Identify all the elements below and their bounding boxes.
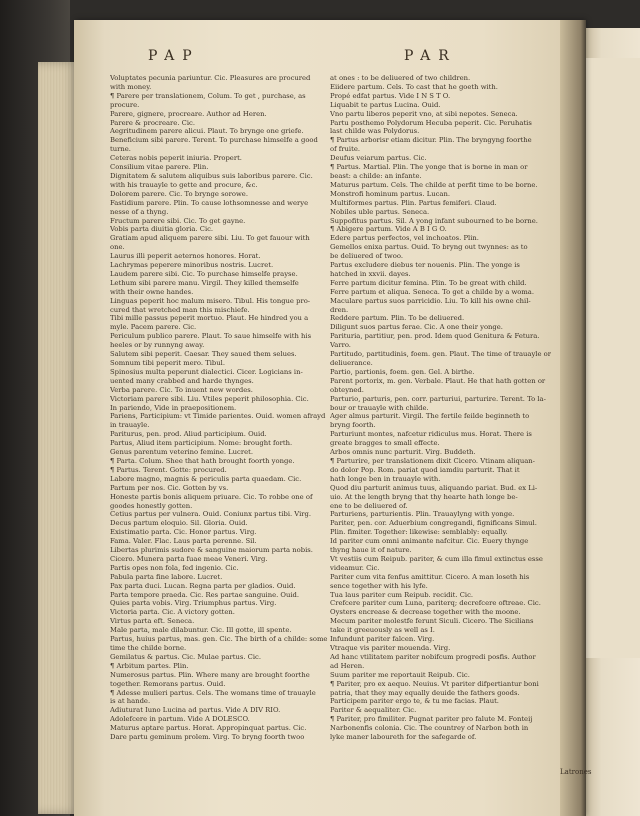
- text-line: ¶ Parere per translationem, Colum. To get , purchase, as: [110, 91, 306, 100]
- text-line: Partis opes non fola, fed ingenio. Cic.: [110, 563, 239, 572]
- text-line: ene to be deliuered of.: [330, 501, 408, 510]
- text-line: Fructum parere sibi. Cic. To get gayne.: [110, 216, 246, 225]
- text-line: Deufus veiarum partus. Cic.: [330, 154, 427, 163]
- text-line: Gemellos enixa partus. Ouid. To bryng out twynnes: as to: [330, 243, 528, 252]
- text-line: Oysters encrease & decrease together with the moone.: [330, 608, 521, 617]
- text-line: Liquabit te partus Lucina. Ouid.: [330, 100, 441, 109]
- text-line: be deliuered of twoo.: [330, 252, 403, 261]
- text-line: Parturiunt montes, nafcetur ridiculus mus. Horat. There is: [330, 430, 532, 439]
- text-line: Pariens, Participium: vt Timide parientes. Ouid. women afrayd: [110, 412, 326, 421]
- text-line: Vtraque vis pariter mouenda. Virg.: [330, 644, 451, 652]
- text-line: Periculum publico parere. Plaut. To saue himselfe with his: [110, 332, 312, 341]
- text-line: Varro.: [330, 341, 351, 350]
- text-line: ¶ Abigere partum. Vide A B I G O.: [330, 225, 447, 234]
- text-line: Vt vestiis cum Reipub. pariter, & cum illa fimul extinctus esse: [330, 554, 543, 563]
- text-line: Existimatio parta. Cic. Honor partus. Virg.: [110, 528, 257, 537]
- text-line: Spinosius multa peperunt dialectici. Cicer. Logicians in-: [110, 367, 303, 376]
- text-line: Partus, Aliud item participium. Nome: brought forth.: [110, 439, 293, 448]
- text-line: ¶ Partus. Terent. Gotte: procured.: [110, 465, 227, 474]
- text-line: beast: a childe: an infante.: [330, 171, 422, 180]
- text-line: Partitudo, partitudinis, foem. gen. Plaut. The time of trauayle or: [330, 350, 551, 359]
- text-line: Parta tempore praeda. Cic. Res partae sanguine. Ouid.: [110, 590, 300, 599]
- text-line: dren.: [330, 305, 349, 314]
- text-line: Parere & procreare. Cic.: [110, 118, 195, 127]
- text-line: sence together with his lyfe.: [330, 581, 428, 590]
- text-line: Consilium vitae parere. Plin.: [110, 163, 209, 172]
- text-line: with his trauayle to gette and procure, &c.: [110, 180, 258, 189]
- text-line: ¶ Parturire, per translationem dixit Cicero. Vtinam aliquan-: [330, 456, 535, 465]
- text-line: take it greeuously as well as I.: [330, 626, 435, 635]
- text-line: Narbonenfis colonia. Cic. The countrey of Narbon both in: [330, 724, 529, 733]
- text-line: do dolor Pop. Rom. pariat quod iamdiu parturit. That it: [330, 465, 520, 474]
- text-line: Vobis parta diuitia gloria. Cic.: [110, 225, 214, 234]
- text-line: Partus, huius partus, mas. gen. Cic. The birth of a childe: some: [110, 635, 328, 644]
- text-line: uented many crabbed and harde thynges.: [110, 376, 254, 385]
- running-head-right: PAR: [404, 48, 457, 64]
- text-line: Pariturus, pen. prod. Aliud participium. Ouid.: [110, 430, 267, 439]
- text-line: uio. At the length bryng that thy hearte hath longe be-: [330, 492, 518, 501]
- text-line: Virtus parta eft. Seneca.: [110, 617, 195, 626]
- text-line: Libertas plurimis sudore & sanguine maiorum parta nobis.: [110, 546, 313, 555]
- text-line: ¶ Parta. Colum. Shee that hath brought foorth yonge.: [110, 456, 295, 465]
- text-line: Somnum tibi peperit mero. Tibul.: [110, 359, 225, 367]
- text-line: Diligunt suos partus ferae. Cic. A one their yonge.: [330, 323, 503, 332]
- text-line: Maturus aptare partus. Horat. Appropinquat partus. Cic.: [110, 724, 307, 733]
- text-line: Gemilatus & partus. Cic. Mulae partus. Cic.: [110, 652, 261, 661]
- text-line: patria, that they may equally deuide the fathers goods.: [330, 688, 520, 697]
- text-line: in trauayle.: [110, 421, 150, 430]
- text-line: Male parta, male dilabuntur. Cic. Ill gotte, ill spente.: [110, 626, 292, 635]
- text-line: heeles or by runnyng away.: [110, 341, 205, 350]
- text-line: lyke maner laboureth for the safegarde of.: [330, 733, 477, 742]
- text-line: Fama. Valer. Flac. Laus parta perenne. Sil.: [110, 537, 257, 546]
- text-line: Pariter cum vita fenfus amittitur. Cicero. A man loseth his: [330, 572, 530, 581]
- text-line: Voluptates pecunia pariuntur. Cic. Pleasures are procured: [110, 74, 311, 82]
- text-line: Monstrofi hominum partus. Lucan.: [330, 189, 450, 198]
- text-line: Ferre partum dicitur femina. Plin. To be great with child.: [330, 278, 527, 287]
- text-line: Tibi mille passus peperit mortuo. Plaut. He hindred you a: [110, 314, 309, 323]
- text-line: Lethum sibi parere manu. Virgil. They killed themselfe: [110, 278, 299, 287]
- text-line: videamur. Cic.: [330, 563, 380, 572]
- text-line: Linguas peperit hoc malum misero. Tibul. His tongue pro-: [110, 296, 311, 305]
- running-head-left: PAP: [148, 48, 200, 64]
- text-line: Tua laus pariter cum Reipub. recidit. Cic.: [330, 590, 474, 599]
- text-line: Dare partu geminum prolem. Virg. To bryng foorth twoo: [110, 733, 305, 742]
- text-line: Ager almus parturit. Virgil. The fertile feilde beginneth to: [330, 412, 530, 421]
- text-line: Multiformes partus. Plin. Partus femiferi. Claud.: [330, 198, 497, 207]
- text-line: one.: [110, 243, 125, 252]
- right-column: [330, 74, 570, 742]
- text-line: Salutem sibi peperit. Caesar. They saued them selues.: [110, 350, 297, 359]
- text-line: thyng haue it of nature.: [330, 546, 412, 555]
- text-line: ¶ Partus. Martial. Plin. The yonge that is borne in man or: [330, 163, 528, 172]
- text-line: nesse of a thyng.: [110, 207, 169, 216]
- text-line: Laudem parere sibi. Cic. To purchase himselfe prayse.: [110, 269, 298, 278]
- text-line: Partus excludere diebus ter nouenis. Plin. The yonge is: [330, 261, 520, 270]
- text-line: Adolefcere in partum. Vide A DOLESCO.: [110, 715, 250, 724]
- text-line: Adiuturat Iuno Lucina ad partus. Vide A DIV RIO.: [110, 706, 281, 715]
- text-line: Cetius partus per vulnera. Ouid. Coniunx partus tibi. Virg.: [110, 510, 312, 519]
- text-line: with money.: [110, 82, 152, 91]
- text-line: goodes honestly gotten.: [110, 501, 193, 510]
- text-line: ¶ Arbitum partes. Plin.: [110, 661, 189, 670]
- facing-page-strip: [584, 58, 640, 658]
- text-line: obteyned.: [330, 385, 364, 394]
- text-line: Honeste partis bonis aliquem priuare. Cic. To robbe one of: [110, 492, 313, 501]
- text-line: at ones : to be deliuered of two children.: [330, 74, 471, 82]
- text-line: ¶ Pariter, pro ex aequo. Neuius. Vt pariter difpertiantur boni: [330, 679, 539, 688]
- text-line: Parent portorix, m. gen. Verbale. Plaut. He that hath gotten or: [330, 376, 546, 385]
- text-line: time the childe borne.: [110, 644, 187, 652]
- text-line: is at hande.: [110, 697, 151, 706]
- text-line: Aegritudinem parere alicui. Plaut. To brynge one griefe.: [110, 127, 304, 136]
- text-line: Partio, partionis, foem. gen. Gel. A birthe.: [330, 367, 475, 376]
- text-line: Laurus illi peperit aeternos honores. Horat.: [110, 252, 261, 261]
- text-line: Ceteras nobis peperit iniuria. Propert.: [110, 154, 242, 163]
- text-line: Parturio, parturis, pen. corr. parturiui, parturire. Terent. To la-: [330, 394, 546, 403]
- text-line: Ad hanc vtilitatem pariter nobifcum progredi posfis. Author: [330, 652, 536, 661]
- text-line: Labore magno, magnis & periculis parta quaedam. Cic.: [110, 474, 302, 483]
- text-line: Parituria, partitiur, pen. prod. Idem quod Genitura & Fetura.: [330, 332, 540, 341]
- text-line: ad Heren.: [330, 661, 365, 670]
- text-line: hath longe ben in trauayle with.: [330, 474, 441, 483]
- text-line: Participem pariter ergo te, & tu me facias. Plaut.: [330, 697, 499, 706]
- text-line: deliuerance.: [330, 359, 373, 367]
- text-line: ¶ Adesse mulieri partus. Cels. The womans time of trauayle: [110, 688, 316, 697]
- text-line: Partu posthemo Polydorum Hecuba peperit. Cic. Peruhatis: [330, 118, 532, 127]
- text-line: myle. Pacem parere. Cic.: [110, 323, 197, 332]
- text-line: Infundunt pariter falcen. Virg.: [330, 635, 435, 644]
- text-line: Victoria parta. Cic. A victory gotten.: [110, 608, 235, 617]
- text-line: Beneficium sibi parere. Terent. To purchase himselfe a good: [110, 136, 318, 145]
- text-line: Lachrymas peperere minoribus nostris. Lucret.: [110, 261, 274, 270]
- text-line: cured that wretched man this mischiefe.: [110, 305, 250, 314]
- text-line: Pabula parta fine labore. Lucret.: [110, 572, 223, 581]
- text-line: Parturiens, parturientis. Plin. Trauaylyng with yonge.: [330, 510, 515, 519]
- text-line: of fruite.: [330, 145, 360, 154]
- text-line: Victoriam parere sibi. Liu. Vtiles peperit philosophia. Cic.: [110, 394, 309, 403]
- text-line: Arbos omnis nunc parturit. Virg. Buddeth.: [330, 448, 476, 457]
- text-line: Verba parere. Cic. To inuent new wordes.: [110, 385, 253, 394]
- text-line: Dignitatem & salutem aliquibus suis laboribus parere. Cic.: [110, 171, 313, 180]
- text-line: turne.: [110, 145, 131, 154]
- page-edges: [38, 62, 78, 814]
- text-line: ¶ Pariter, pro fimiliter. Pugnat pariter pro falute M. Fonteij: [330, 715, 533, 724]
- text-line: Crefcere pariter cum Luna, pariterq; decrefcere oftreae. Cic.: [330, 599, 541, 608]
- text-line: Edere partus perfectos, vel inchoatos. Plin.: [330, 234, 479, 243]
- text-line: Cicero. Munera parta fuae meae Veneri. Virg.: [110, 554, 268, 563]
- text-line: Maturus partum. Cels. The childe at perfit time to be borne.: [330, 180, 538, 189]
- text-line: Nobiles uble partus. Seneca.: [330, 207, 430, 216]
- text-line: Propé edfat partus. Vide I N S T O.: [330, 91, 451, 100]
- text-line: Mecum pariter molestfe ferunt Siculi. Cicero. The Sicilians: [330, 617, 534, 626]
- text-line: Quies parta vobis. Virg. Triumphus partus. Virg.: [110, 599, 277, 608]
- text-line: Id pariter cum omni animante nafcitur. Cic. Euery thynge: [330, 537, 529, 546]
- text-line: Parere, gignere, procreare. Author ad Heren.: [110, 109, 267, 118]
- text-line: Quod diu parturit animus tuus, aliquando pariat. Bud. ex Li-: [330, 483, 538, 492]
- text-line: Pariter, pen. cor. Aduerbium congregandi, fignificans Simul.: [330, 519, 537, 528]
- text-line: Suum pariter me reportauit Reipub. Cic.: [330, 670, 470, 679]
- text-line: Gratiam apud aliquem parere sibi. Liu. To get fauour with: [110, 234, 310, 243]
- text-line: Plin. fimiter. Together: likewise: semblably: equally.: [330, 528, 508, 537]
- text-line: ¶ Partus arborisr etiam dicitur. Plin. The bryngyng foorthe: [330, 136, 532, 145]
- text-line: In pariendo, Vide in praepositionem.: [110, 403, 237, 412]
- text-line: last childe was Polydorus.: [330, 127, 420, 136]
- text-line: Reddere partum. Plin. To be deliuered.: [330, 314, 465, 323]
- text-line: Pax parta duci. Lucan. Regna parta per gladios. Ouid.: [110, 581, 296, 590]
- text-line: Eiidere partum. Cels. To cast that he goeth with.: [330, 82, 498, 91]
- catchword: Latrones: [560, 768, 592, 776]
- text-line: Numerosus partus. Plin. Where many are brought foorthe: [110, 670, 310, 679]
- text-line: Ferre partum et aliqua. Seneca. To get a childe by a woma.: [330, 287, 535, 296]
- text-line: with their owne handes.: [110, 287, 194, 296]
- text-line: Maculare partus suos parricidio. Liu. To kill his owne chil-: [330, 296, 531, 305]
- text-line: hatched in xxvii. dayes.: [330, 269, 411, 278]
- text-line: procure.: [110, 100, 140, 109]
- text-line: Suppofitus partus. Sil. A yong infant subourned to be borne.: [330, 216, 538, 225]
- text-line: Partum per nos. Cic. Gotten by vs.: [110, 483, 229, 492]
- text-line: bour or trauayle with childe.: [330, 403, 429, 412]
- text-line: together. Remorans partus. Ouid.: [110, 679, 226, 688]
- left-column: [110, 74, 350, 742]
- text-line: Dolorem parere. Cic. To brynge sorowe.: [110, 189, 248, 198]
- text-line: greate bragges to small effecte.: [330, 439, 440, 448]
- text-line: Fastidium parere. Plin. To cause lothsomnesse and werye: [110, 198, 309, 207]
- text-line: Vno partu liberos peperit vno, at sibi nepotes. Seneca.: [330, 109, 518, 118]
- text-line: Pariter & aequaliter. Cic.: [330, 706, 417, 715]
- text-line: Genus parentum veterino femine. Lucret.: [110, 448, 254, 457]
- text-line: Decus partum eloquio. Sil. Gloria. Ouid.: [110, 519, 248, 528]
- text-line: bryng foorth.: [330, 421, 376, 430]
